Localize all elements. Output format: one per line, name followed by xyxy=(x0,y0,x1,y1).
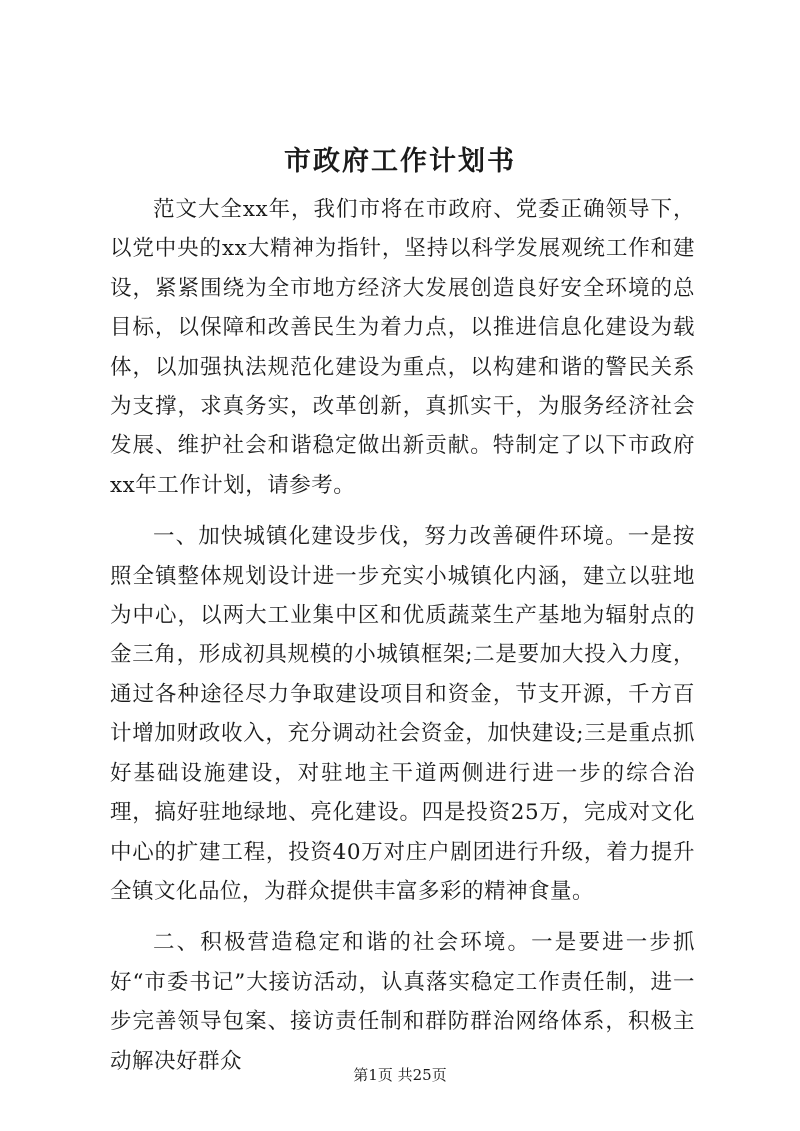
paragraph-section-2: 二、积极营造稳定和谐的社会环境。一是要进一步抓好“市委书记”大接访活动，认真落实稳定工作责任制，进一步完善领导包案、接访责任制和群防群治网络体系，积极主动解决好群众 xyxy=(110,930,695,1074)
document-body xyxy=(110,190,695,1093)
page-footer: 第1页 共25页 xyxy=(353,1066,447,1084)
paragraph-intro: 范文大全xx年，我们市将在市政府、党委正确领导下，以党中央的xx大精神为指针，坚持以科学发展观统工作和建设，紧紧围绕为全市地方经济大发展创造良好安全环境的总目标，以保障和改善民生为着力点，以推进信息化建设为载体，以加强执法规范化建设为重点，以构建和谐的警民关系为支撑，求真务实，改革创新，真抓实干，为服务经济社会发展、维护社会和谐稳定做出新贡献。特制定了以下市政府xx年工作计划，请参考。 xyxy=(110,197,695,498)
document-title: 市政府工作计划书 xyxy=(284,146,516,177)
paragraph-section-1: 一、加快城镇化建设步伐，努力改善硬件环境。一是按照全镇整体规划设计进一步充实小城镇化内涵，建立以驻地为中心，以两大工业集中区和优质蔬菜生产基地为辐射点的金三角，形成初具规模的小城镇框架;二是要加大投入力度，通过各种途径尽力争取建设项目和资金，节支开源，千方百计增加财政收入，充分调动社会资金，加快建设;三是重点抓好基础设施建设，对驻地主干道两侧进行进一步的综合治理，搞好驻地绿地、亮化建设。四是投资25万，完成对文化中心的扩建工程，投资40万对庄户剧团进行升级，着力提升全镇文化品位，为群众提供丰富多彩的精神食量。 xyxy=(110,524,695,904)
